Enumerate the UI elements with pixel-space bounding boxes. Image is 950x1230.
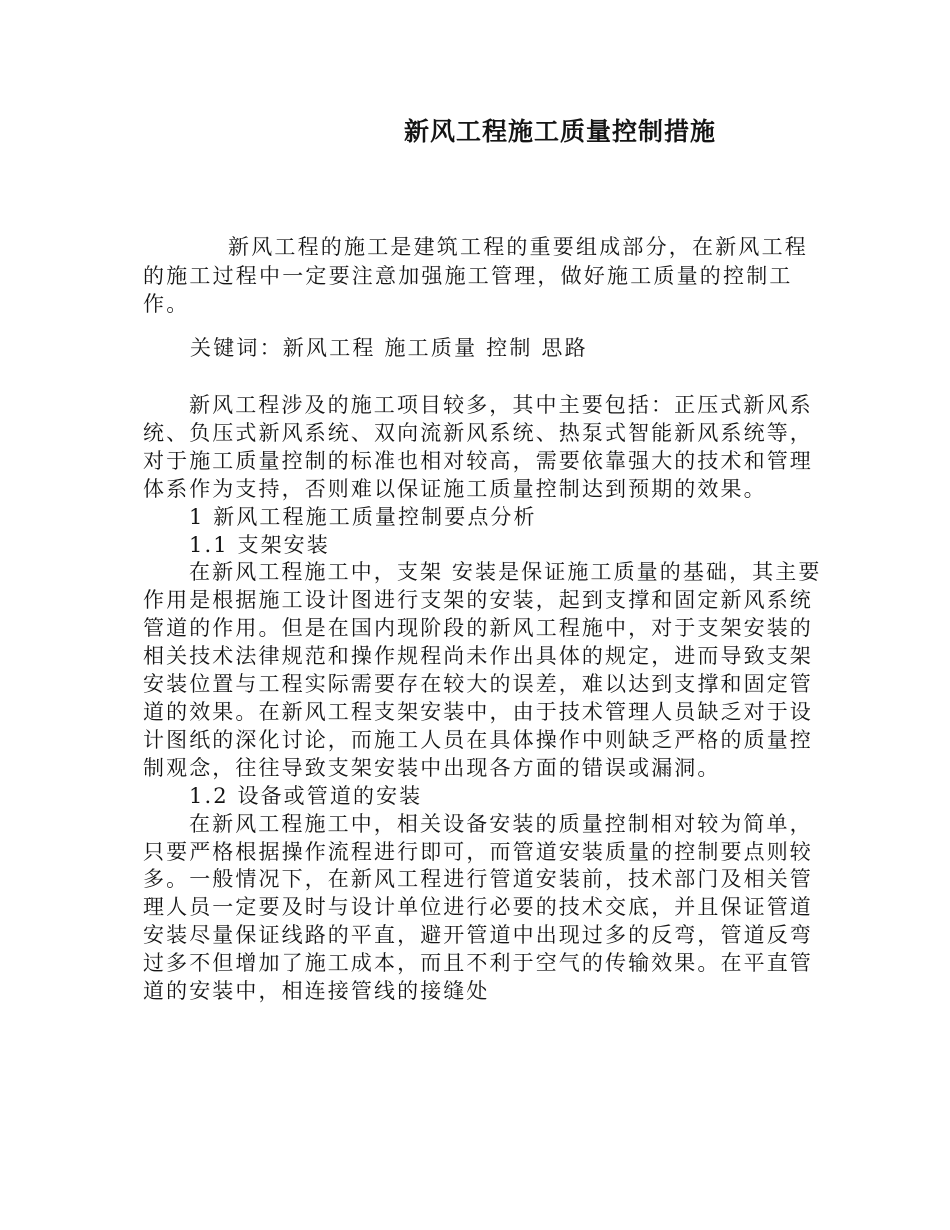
document-body (143, 392, 833, 1006)
document-title: 新风工程施工质量控制措施 (404, 117, 717, 146)
intro-paragraph: 新风工程涉及的施工项目较多，其中主要包括：正压式新风系统、负压式新风系统、双向流新风系统、热泵式智能新风系统等，对于施工质量控制的标准也相对较高，需要依靠强大的技术和管理体系作为支持，否则难以保证施工质量控制达到预期的效果。 (143, 393, 813, 501)
keywords-line: 关键词：新风工程 施工质量 控制 思路 (190, 336, 588, 360)
section-1-2-paragraph: 在新风工程施工中，相关设备安装的质量控制相对较为简单，只要严格根据操作流程进行即可，而管道安装质量的控制要点则较多。一般情况下，在新风工程进行管道安装前，技术部门及相关管理人员一定要及时与设计单位进行必要的技术交底，并且保证管道安装尽量保证线路的平直，避开管道中出现过多的反弯，管道反弯过多不但增加了施工成本，而且不利于空气的传输效果。在平直管道的安装中，相连接管线的接缝处 (143, 811, 813, 1004)
section-1-1-heading: 1.1 支架安装 (189, 532, 330, 557)
abstract-paragraph: 新风工程的施工是建筑工程的重要组成部分，在新风工程的施工过程中一定要注意加强施工管理，做好施工质量的控制工作。 (143, 235, 808, 316)
section-1-heading: 1 新风工程施工质量控制要点分析 (189, 504, 537, 529)
section-1-1-paragraph: 在新风工程施工中，支架 安装是保证施工质量的基础，其主要作用是根据施工设计图进行支架的安装，起到支撑和固定新风系统管道的作用。但是在国内现阶段的新风工程施中，对于支架安装的相关技术法律规范和操作规程尚未作出具体的规定，进而导致支架安装位置与工程实际需要存在较大的误差，难以达到支撑和固定管道的效果。在新风工程支架安装中，由于技术管理人员缺乏对于设计图纸的深化讨论，而施工人员在具体操作中则缺乏严格的质量控制观念，往往导致支架安装中出现各方面的错误或漏洞。 (143, 560, 822, 780)
section-1-2-heading: 1.2 设备或管道的安装 (189, 783, 423, 808)
